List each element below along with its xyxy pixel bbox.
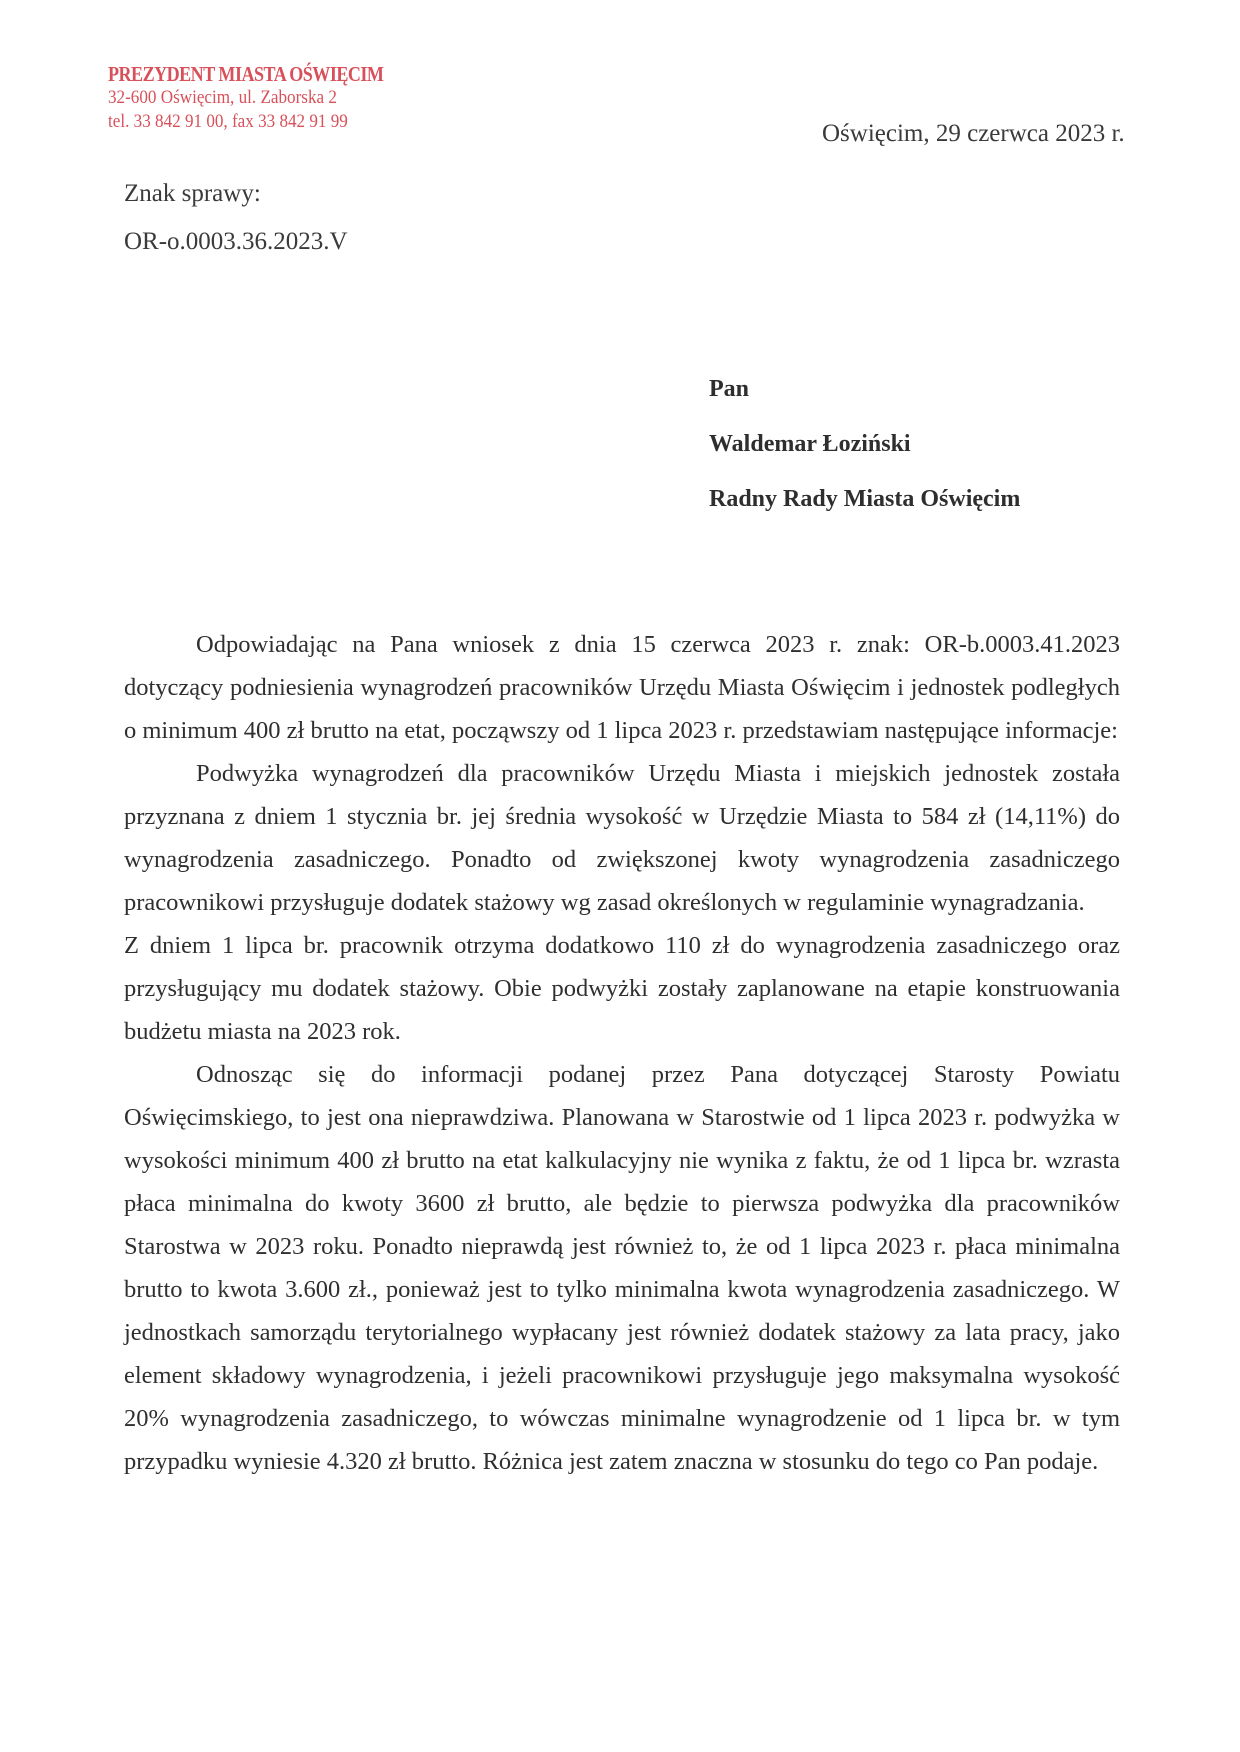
- body-paragraph: Odnosząc się do informacji podanej przez Pana dotyczącej Starosty Powiatu Oświęcimskiego, to jest ona nieprawdziwa. Planowana w Starostwie od 1 lipca 2023 r. podwyżka w wysokości minimum 400 zł brutto na etat kalkulacyjny nie wynika z faktu, że od 1 lipca br. wzrasta płaca minimalna do kwoty 3600 zł brutto, ale będzie to pierwsza podwyżka dla pracowników Starostwa w 2023 roku. Ponadto nieprawdą jest również to, że od 1 lipca 2023 r. płaca minimalna brutto to kwota 3.600 zł., ponieważ jest to tylko minimalna kwota wynagrodzenia zasadniczego. W jednostkach samorządu terytorialnego wypłacany jest również dodatek stażowy za lata pracy, jako element składowy wynagrodzenia, i jeżeli pracownikowi przysługuje jego maksymalna wysokość 20% wynagrodzenia zasadniczego, to wówczas minimalne wynagrodzenie od 1 lipca br. w tym przypadku wyniesie 4.320 zł brutto. Różnica jest zatem znaczna w stosunku do tego co Pan podaje.: [124, 1061, 1120, 1475]
- addressee-salutation: Pan: [709, 376, 750, 402]
- addressee-name: Waldemar Łoziński: [709, 431, 911, 457]
- body-paragraph: Podwyżka wynagrodzeń dla pracowników Urzędu Miasta i miejskich jednostek została przyznana z dniem 1 stycznia br. jej średnia wysokość w Urzędzie Miasta to 584 zł (14,11%) do wynagrodzenia zasadniczego. Ponadto od zwiększonej kwoty wynagrodzenia zasadniczego pracownikowi przysługuje dodatek stażowy wg zasad określonych w regulaminie wynagradzania.: [124, 760, 1120, 916]
- letter-body: [124, 623, 1120, 1483]
- letterhead-title: PREZYDENT MIASTA OŚWIĘCIM: [108, 62, 384, 86]
- letterhead-stamp: [108, 62, 428, 134]
- body-paragraph: Odpowiadając na Pana wniosek z dnia 15 czerwca 2023 r. znak: OR-b.0003.41.2023 dotyczący podniesienia wynagrodzeń pracowników Urzędu Miasta Oświęcim i jednostek podległych o minimum 400 zł brutto na etat, począwszy od 1 lipca 2023 r. przedstawiam następujące informacje:: [124, 631, 1120, 744]
- case-reference-label: Znak sprawy:: [124, 180, 261, 207]
- case-reference-value: OR-o.0003.36.2023.V: [124, 228, 348, 255]
- letterhead-contact: tel. 33 842 91 00, fax 33 842 91 99: [108, 111, 348, 132]
- addressee-block: [709, 362, 1020, 527]
- date-line: Oświęcim, 29 czerwca 2023 r.: [822, 120, 1125, 147]
- letterhead-address: 32-600 Oświęcim, ul. Zaborska 2: [108, 87, 337, 108]
- case-reference: [124, 170, 348, 266]
- body-paragraph: Z dniem 1 lipca br. pracownik otrzyma dodatkowo 110 zł do wynagrodzenia zasadniczego oraz przysługujący mu dodatek stażowy. Obie podwyżki zostały zaplanowane na etapie konstruowania budżetu miasta na 2023 rok.: [124, 932, 1120, 1045]
- addressee-position: Radny Rady Miasta Oświęcim: [709, 486, 1021, 512]
